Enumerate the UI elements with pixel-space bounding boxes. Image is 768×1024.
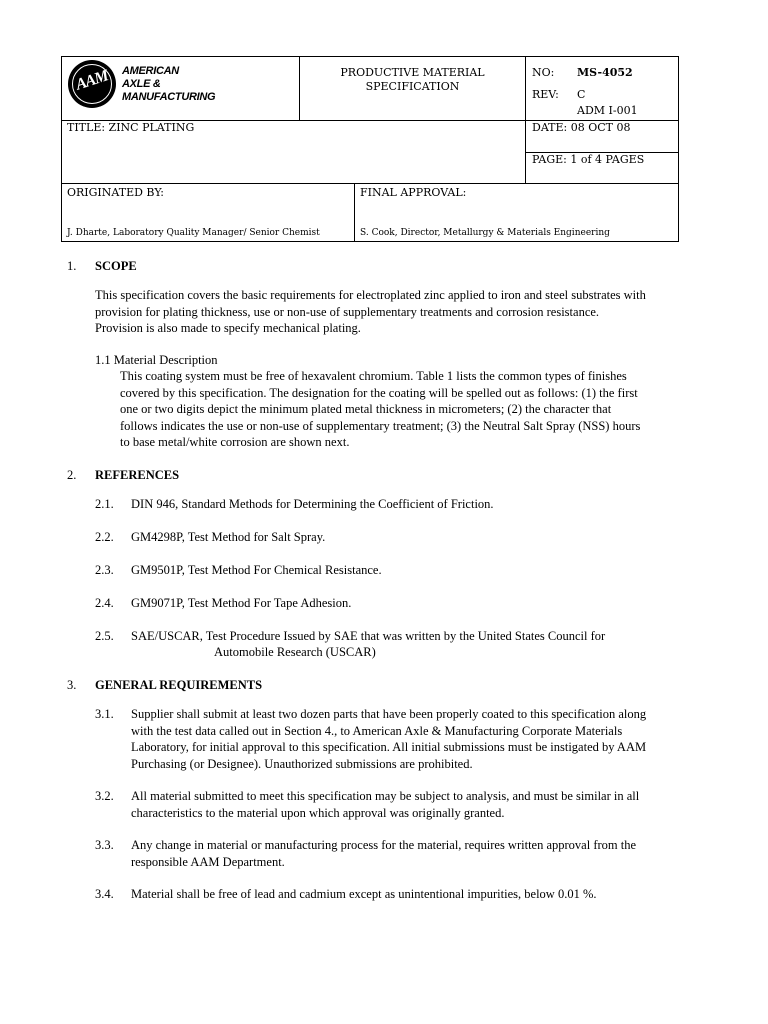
- company-name: AMERICAN AXLE & MANUFACTURING: [122, 65, 216, 103]
- section-number: 1.: [67, 259, 77, 273]
- list-item-number: 3.4.: [95, 887, 114, 901]
- list-item-text: GM9071P, Test Method For Tape Adhesion.: [131, 596, 352, 610]
- logo-text: AAM: [73, 67, 110, 94]
- page-count: PAGE: 1 of 4 PAGES: [532, 153, 645, 166]
- doc-date: DATE: 08 OCT 08: [532, 121, 631, 134]
- list-item-number: 3.1.: [95, 707, 114, 721]
- list-item-text: All material submitted to meet this specification may be subject to analysis, and must be similar in all characteristics to the material upon which approval was originally granted.: [131, 789, 640, 820]
- list-item-text: Automobile Research (USCAR): [214, 645, 376, 659]
- list-item-text: Supplier shall submit at least two dozen parts that have been properly coated to this specification along with the test data called out in Section 4., to American Axle & Manufacturing Corporate Materials Laboratory, for initial approval to this specification. All initial submissions must be instigated by AAM Purchasing (or Designee). Unauthorized submissions are prohibited.: [131, 707, 647, 771]
- header-divider: [525, 56, 526, 184]
- originated-name: J. Dharte, Laboratory Quality Manager/ Senior Chemist: [67, 228, 320, 238]
- scope-paragraph: This specification covers the basic requirements for electroplated zinc applied to iron and steel substrates with provision for plating thickness, use or non-use of supplementary treatments and corrosion resistance. Provision is also made to specify mechanical plating.: [95, 288, 646, 335]
- list-item-number: 2.1.: [95, 497, 114, 511]
- section-heading: GENERAL REQUIREMENTS: [95, 678, 263, 692]
- list-item-text: Material shall be free of lead and cadmium except as unintentional impurities, below 0.01 %.: [131, 887, 597, 901]
- material-description-paragraph: This coating system must be free of hexavalent chromium. Table 1 lists the common types of finishes covered by this specification. The designation for the coating will be spelled out as follows: (1) the first one or two digits depict the minimum plated metal thickness in micrometers; (2) the character that follows indicates the use or non-use of supplementary treatment; (3) the Neutral Salt Spray (NSS) hours to base metal/white corrosion are shown next.: [120, 369, 641, 449]
- list-item-number: 3.2.: [95, 789, 114, 803]
- aam-logo: [68, 60, 116, 108]
- list-item-text: GM4298P, Test Method for Salt Spray.: [131, 530, 326, 544]
- originated-label: ORIGINATED BY:: [67, 186, 164, 199]
- revision-value: C: [577, 88, 586, 101]
- spec-type: PRODUCTIVE MATERIAL SPECIFICATION: [340, 66, 485, 93]
- section-heading: REFERENCES: [95, 468, 180, 482]
- doc-number-label: NO:: [532, 66, 555, 79]
- list-item-text: DIN 946, Standard Methods for Determining the Coefficient of Friction.: [131, 497, 494, 511]
- section-number: 3.: [67, 678, 77, 692]
- adm-code: ADM I-001: [577, 104, 638, 117]
- header-divider: [61, 183, 679, 184]
- list-item-number: 3.3.: [95, 838, 114, 852]
- list-item-text: GM9501P, Test Method For Chemical Resistance.: [131, 563, 382, 577]
- header-divider: [354, 183, 355, 242]
- doc-number-value: MS-4052: [577, 66, 633, 79]
- doc-title: TITLE: ZINC PLATING: [67, 121, 195, 134]
- list-item-text: Any change in material or manufacturing process for the material, requires written approval from the responsible AAM Department.: [131, 838, 637, 869]
- section-heading: SCOPE: [95, 259, 137, 273]
- list-item-number: 2.4.: [95, 596, 114, 610]
- revision-label: REV:: [532, 88, 559, 101]
- list-item-number: 2.2.: [95, 530, 114, 544]
- list-item-text: SAE/USCAR, Test Procedure Issued by SAE that was written by the United States Council for: [131, 629, 606, 643]
- list-item-number: 2.5.: [95, 629, 114, 643]
- approval-name: S. Cook, Director, Metallurgy & Materials Engineering: [360, 228, 610, 238]
- approval-label: FINAL APPROVAL:: [360, 186, 467, 199]
- section-number: 2.: [67, 468, 77, 482]
- list-item-number: 2.3.: [95, 563, 114, 577]
- subsection-heading: 1.1 Material Description: [95, 353, 218, 367]
